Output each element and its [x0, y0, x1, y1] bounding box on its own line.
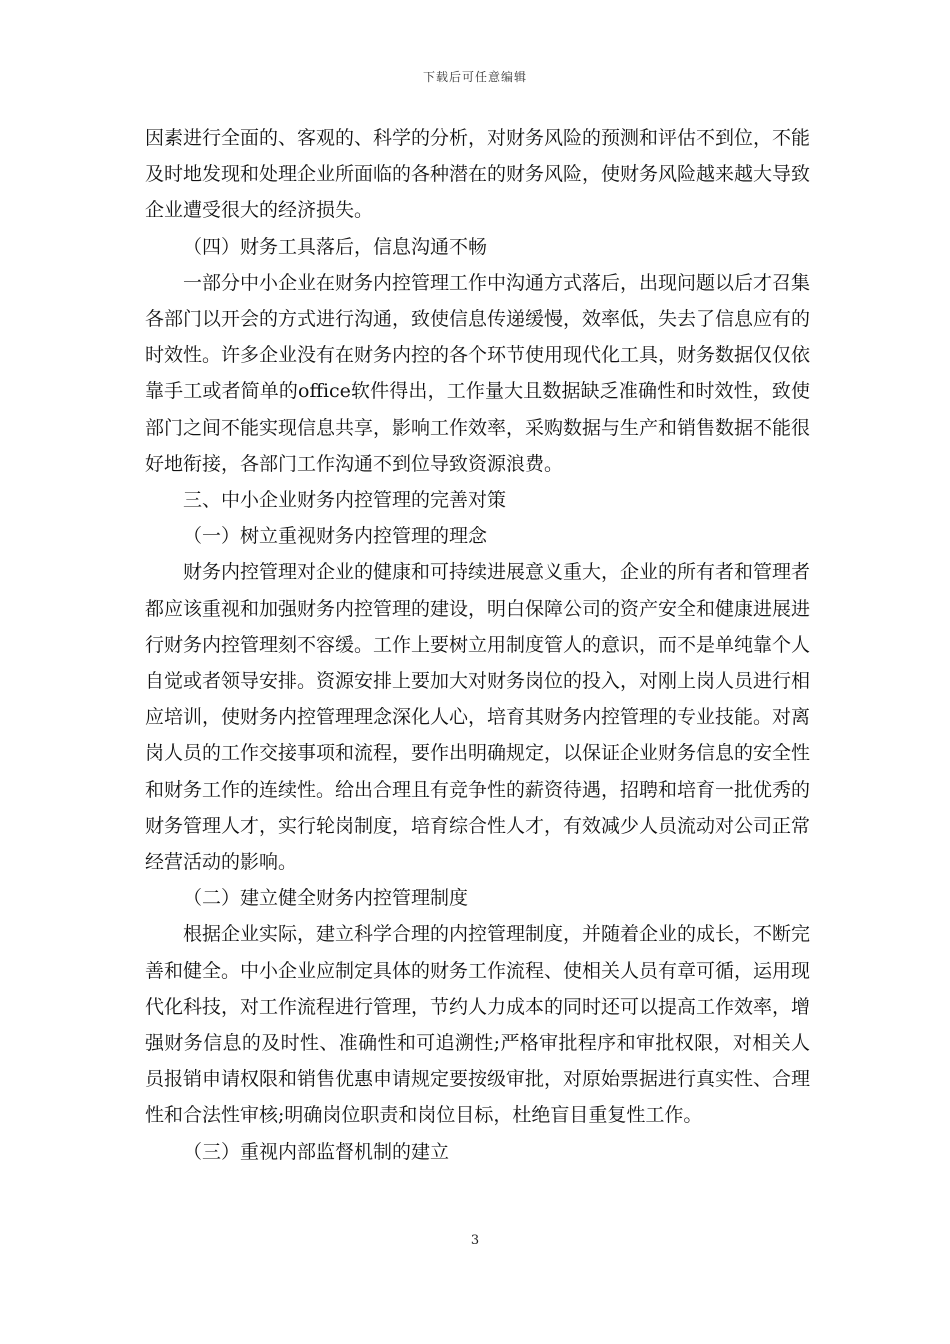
- section-heading-3-3: （三）重视内部监督机制的建立: [183, 1140, 450, 1163]
- paragraph-communication: 一部分中小企业在财务内控管理工作中沟通方式落后，出现问题以后才召集各部门以开会的方式进行沟通，致使信息传递缓慢，效率低，失去了信息应有的时效性。许多企业没有在财务内控的各个环节使用现代化工具，财务数据仅仅依靠手工或者简单的office软件得出，工作量大且数据缺乏准确性和时效性，致使部门之间不能实现信息共享，影响工作效率，采购数据与生产和销售数据不能很好地衔接，各部门工作沟通不到位导致资源浪费。: [145, 271, 811, 475]
- section-heading-3-2: （二）建立健全财务内控管理制度: [183, 887, 469, 910]
- page-header: 下载后可任意编辑: [422, 70, 527, 84]
- paragraph-concept: 财务内控管理对企业的健康和可持续进展意义重大，企业的所有者和管理者都应该重视和加强财务内控管理的建设，明白保障公司的资产安全和健康进展进行财务内控管理刻不容缓。工作上要树立用制度管人的意识，而不是单纯靠个人自觉或者领导安排。资源安排上要加大对财务岗位的投入，对刚上岗人员进行相应培训，使财务内控管理理念深化人心，培育其财务内控管理的专业技能。对离岗人员的工作交接事项和流程，要作出明确规定，以保证企业财务信息的安全性和财务工作的连续性。给出合理且有竞争性的薪资待遇，招聘和培育一批优秀的财务管理人才，实行轮岗制度，培育综合性人才，有效减少人员流动对公司正常经营活动的影响。: [145, 561, 811, 874]
- section-heading-3-1: （一）树立重视财务内控管理的理念: [183, 525, 488, 548]
- body-text: [145, 120, 810, 1170]
- section-heading-4: （四）财务工具落后，信息沟通不畅: [183, 235, 488, 258]
- page-number: 3: [470, 1233, 480, 1248]
- chapter-heading-3: 三、中小企业财务内控管理的完善对策: [183, 489, 507, 512]
- paragraph-system: 根据企业实际，建立科学合理的内控管理制度，并随着企业的成长，不断完善和健全。中小企业应制定具体的财务工作流程、使相关人员有章可循，运用现代化科技，对工作流程进行管理，节约人力成本的同时还可以提高工作效率，增强财务信息的及时性、准确性和可追溯性;严格审批程序和审批权限，对相关人员报销申请权限和销售优惠申请规定要按级审批，对原始票据进行真实性、合理性和合法性审核;明确岗位职责和岗位目标，杜绝盲目重复性工作。: [145, 923, 811, 1127]
- paragraph-continuation: 因素进行全面的、客观的、科学的分析，对财务风险的预测和评估不到位，不能及时地发现和处理企业所面临的各种潜在的财务风险，使财务风险越来越大导致企业遭受很大的经济损失。: [145, 127, 811, 222]
